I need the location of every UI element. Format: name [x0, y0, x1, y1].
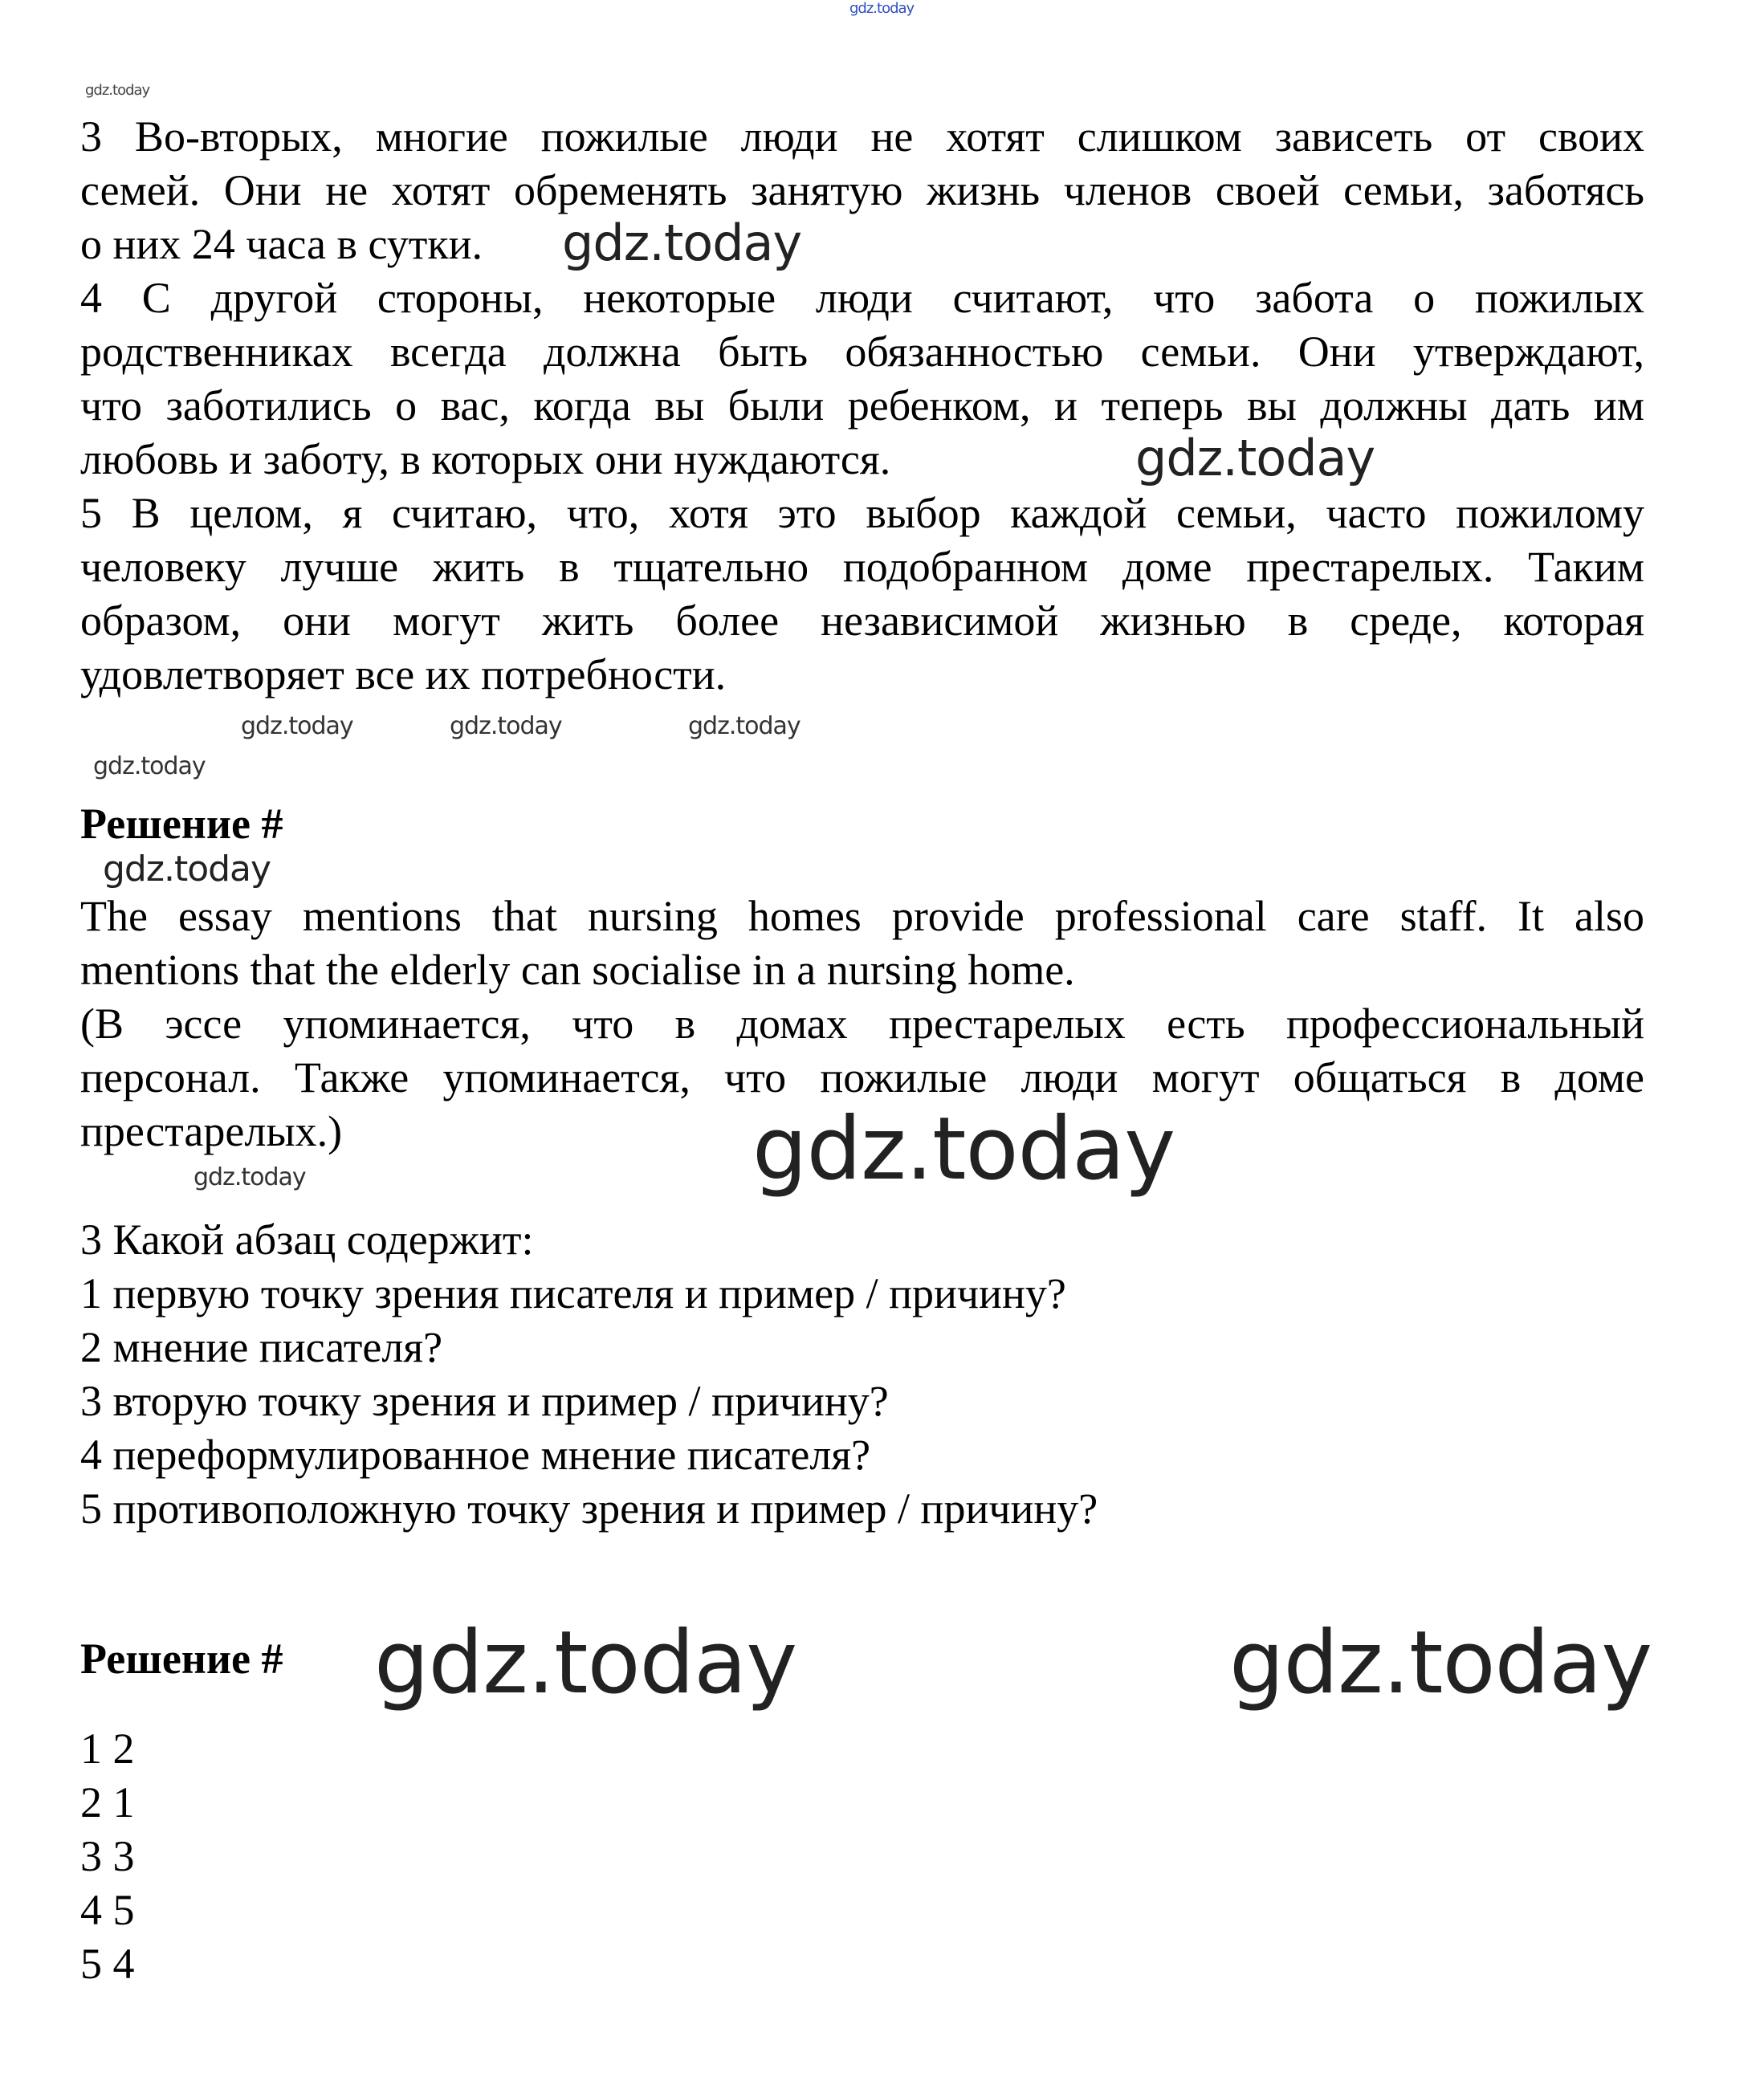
essay-line: любовь и заботу, в которых они нуждаются.	[80, 435, 891, 483]
solution-line: The essay mentions that nursing homes provide professional care staff. It also	[80, 892, 1644, 940]
solution-line: (В эссе упоминается, что в домах престарелых есть профессиональный	[80, 1000, 1644, 1048]
essay-line: семей. Они не хотят обременять занятую жизнь членов своей семьи, заботясь	[80, 166, 1644, 214]
question-item: 1 первую точку зрения писателя и пример / причину?	[80, 1269, 1066, 1317]
question-item: 2 мнение писателя?	[80, 1323, 443, 1371]
essay-line: 4 С другой стороны, некоторые люди считают, что забота о пожилых	[80, 274, 1644, 322]
watermark: gdz.today	[241, 712, 353, 740]
essay-line: 5 В целом, я считаю, что, хотя это выбор каждой семьи, часто пожилому	[80, 489, 1644, 537]
watermark: gdz.today	[85, 82, 150, 99]
solution-line: престарелых.)	[80, 1107, 343, 1155]
watermark: gdz.today	[1229, 1613, 1652, 1713]
watermark: gdz.today	[752, 1099, 1175, 1199]
answer-item: 5 4	[80, 1940, 135, 1988]
question-title: 3 Какой абзац содержит:	[80, 1215, 534, 1264]
watermark: gdz.today	[562, 214, 802, 272]
essay-line: образом, они могут жить более независимой жизнью в среде, которая	[80, 597, 1644, 645]
essay-line: человеку лучше жить в тщательно подобранном доме престарелых. Таким	[80, 543, 1644, 591]
answer-item: 3 3	[80, 1832, 135, 1880]
answer-item: 1 2	[80, 1724, 135, 1773]
watermark: gdz.today	[194, 1163, 306, 1191]
essay-line: что заботились о вас, когда вы были ребенком, и теперь вы должны дать им	[80, 381, 1644, 430]
solution-heading: Решение #	[80, 1635, 283, 1683]
watermark: gdz.today	[1135, 429, 1375, 487]
essay-line: о них 24 часа в сутки.	[80, 220, 483, 268]
watermark: gdz.today	[374, 1613, 797, 1713]
solution-heading: Решение #	[80, 800, 283, 848]
watermark: gdz.today	[450, 712, 562, 740]
essay-line: родственниках всегда должна быть обязанностью семьи. Они утверждают,	[80, 328, 1644, 376]
answer-item: 4 5	[80, 1886, 135, 1934]
essay-line: удовлетворяет все их потребности.	[80, 650, 727, 698]
top-watermark: gdz.today	[849, 0, 915, 17]
answer-item: 2 1	[80, 1778, 135, 1826]
watermark: gdz.today	[93, 752, 206, 780]
solution-line: mentions that the elderly can socialise in a nursing home.	[80, 946, 1075, 994]
watermark: gdz.today	[688, 712, 801, 740]
question-item: 4 переформулированное мнение писателя?	[80, 1431, 871, 1479]
question-item: 3 вторую точку зрения и пример / причину?	[80, 1377, 889, 1425]
question-item: 5 противоположную точку зрения и пример / причину?	[80, 1484, 1098, 1533]
solution-line: персонал. Также упоминается, что пожилые люди могут общаться в доме	[80, 1053, 1644, 1101]
watermark: gdz.today	[103, 849, 271, 890]
essay-line: 3 Во-вторых, многие пожилые люди не хотят слишком зависеть от своих	[80, 112, 1644, 161]
